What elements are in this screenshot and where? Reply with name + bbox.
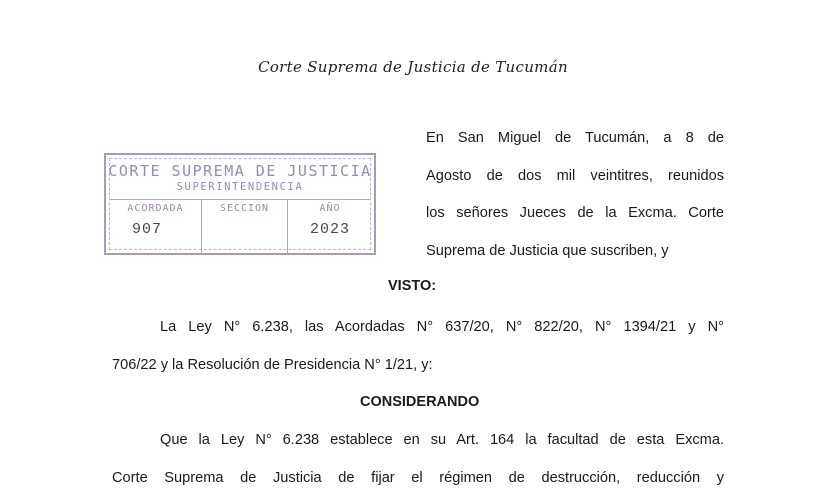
- stamp-title: CORTE SUPREMA DE JUSTICIA: [106, 162, 374, 180]
- intro-line: En San Miguel de Tucumán, a 8 de: [426, 120, 724, 158]
- intro-line: Agosto de dos mil veintitres, reunidos: [426, 158, 724, 196]
- stamp-cell-anio: [288, 199, 372, 253]
- considerando-heading: CONSIDERANDO: [360, 394, 479, 410]
- paragraph-line: Que la Ley N° 6.238 establece en su Art. 164 la facultad de esta Excma.: [112, 422, 724, 460]
- intro-line: Suprema de Justicia que suscriben, y: [426, 233, 724, 271]
- paragraph-line: 706/22 y la Resolución de Presidencia N° 1/21, y:: [112, 347, 724, 385]
- stamp-cell-seccion: [202, 199, 288, 253]
- stamp-subtitle: SUPERINTENDENCIA: [106, 181, 374, 193]
- paragraph-line: La Ley N° 6.238, las Acordadas N° 637/20, N° 822/20, N° 1394/21 y N°: [112, 309, 724, 347]
- stamp-cell-acordada: [110, 199, 202, 253]
- stamp-label-acordada: ACORDADA: [110, 203, 201, 214]
- stamp-value-anio: 2023: [288, 221, 372, 238]
- court-letterhead: Corte Suprema de Justicia de Tucumán: [0, 58, 826, 76]
- paragraph-line: Corte Suprema de Justicia de fijar el régimen de destrucción, reducción y: [112, 460, 724, 497]
- visto-heading: VISTO:: [388, 278, 436, 294]
- acordada-stamp: [104, 153, 376, 255]
- intro-paragraph: [426, 120, 724, 270]
- visto-paragraph: [112, 309, 724, 384]
- intro-line: los señores Jueces de la Excma. Corte: [426, 195, 724, 233]
- stamp-label-anio: AÑO: [288, 203, 372, 214]
- stamp-label-seccion: SECCION: [202, 203, 287, 214]
- considerando-paragraph: [112, 422, 724, 497]
- stamp-value-acordada: 907: [110, 221, 201, 238]
